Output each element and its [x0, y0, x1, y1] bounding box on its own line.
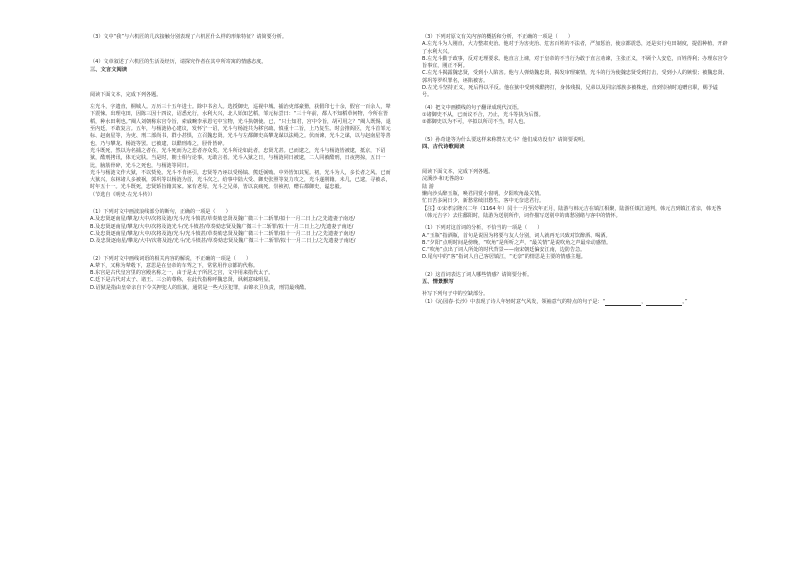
poem-question-2: （2）这首词表达了词人哪些情感？请简要分析。	[422, 271, 533, 278]
fill-separator: ，	[641, 298, 647, 305]
mcq-2-option-a: A.辇下，又称为辇毂下，意思是在皇帝的车驾之下，常常用作京都的代称。	[90, 262, 259, 269]
passage-source: （节选自《明史·左光斗传》）	[90, 191, 156, 198]
mcq-1-option-b: B.及忠贤逐南星/攀龙/大中/次将及涟光斗/光斗愤甚/草奏劾忠贤及魏广微三十二斩罪/拟十一月二日上之/先遗妻子南还/	[90, 223, 354, 230]
poem-title: 浣溪沙·和无咎韵①	[422, 176, 464, 183]
reading-intro: 阅读下面文本，完成下列各题。	[90, 91, 162, 98]
fill-end: 。”	[682, 298, 688, 305]
fill-item-1-text: （1）《沁园春·长沙》中表现了诗人年轻时意气风发，领袖意气的特点的句子是：“	[422, 298, 606, 305]
poem-line: 忙日苦多闲日少，新愁常续旧愁生。客中无奈送君行。	[422, 198, 545, 205]
translation-item-2: ②都御史以为不可，卒拟以所司不当，时人也。	[422, 119, 529, 126]
mcq-3-option-b: B.左光斗勤于政事，反对无理要求。他直言上谏，对于皇帝的不当行为敢于直言劝谏，主张正义，不顾个人安危，百姓得利；办理东宫令旨事宜，刚正不阿。	[422, 55, 728, 70]
poem-note: 【注】①宋孝宗隆兴二年（1164 年）闰十一月至次年正月，陆游与韩元吉在镇江相聚，陆游任镇江通判，韩元吉到镇江省亲，韩无咎（韩元吉字）去往鄱阳时，陆游为送别所作，词作描写送别中的离愁别绪与客中的情怀。	[422, 205, 722, 219]
passage-paragraph: 光斗与杨涟文作大狱，不以赀免。光斗不肯诬引，忠贤等乃诬以受杨镐、熊廷弼贿。中外皆知其冤。初，光斗为人，多长者之风。已而大狱兴，东林诸人多被祸，郭巩等以杨涟为首，光斗次之。给事中陆大受、御史张照等复力攻之，光斗遂削籍。未几，已逮，寻被杀，时年五十一。光斗既死，忠贤矫旨籍其家。家有老母，光斗之兄弟，皆以哀痛死。崇祯初，赠右都御史，谥忠毅。	[90, 169, 391, 191]
poem-reading-intro: 阅读下面文本，完成下列各题。	[422, 169, 494, 176]
poem-mcq-option-c: C.“吹角”点出了词人所处的时代背景——南宋朝廷偏安江南，边防告急。	[422, 247, 586, 254]
mcq-3-stem: （3）下列对原文有关内容的概括和分析，不正确的一项是（ ）	[422, 34, 573, 40]
mcq-1-option-c: C.及忠贤逐南星/攀龙/大中/次将及涟/光斗/光斗愤甚/草奏劾忠贤及魏广微三十二斩罪/拟十一月二日上/之先遗妻子南还/	[90, 230, 356, 237]
mcq-3-option-d: D.左光斗坚持正义，死后得以平反。他在狱中受到残酷拷打，身体残损，兄弟以及同宗部族多被株连，直到崇祯时追赠官职，赐予谥号。	[422, 85, 718, 99]
poem-author: 陆 游	[422, 183, 434, 190]
mcq-1-option-a: A.及忠贤逐南星/攀龙/大中/次将及涟/光斗/光斗愤甚/草奏劾忠贤及魏广微三十二斩罪/拟十一月二日上/之先遗妻子南还/	[90, 216, 355, 223]
mcq-2-option-b: B.东宫是古代皇宫里的宫殿名称之一，由于是太子所居之宫，文中用来指代太子。	[90, 270, 274, 277]
left-column	[90, 34, 395, 292]
poem-mcq-option-b: B.“夕阳”点明时间是傍晚，“吹角”是所听之声，“最关情”是说吹角之声最牵动感情。	[422, 239, 612, 246]
answer-blank[interactable]	[605, 300, 641, 306]
poem-mcq-option-a: A.“玉瓶”指酒瓶，首句是说因为将要与友人分别，词人就再无兴致对饮醉酒、喝酒。	[422, 232, 611, 239]
translation-item-1: ①诸御史不从，已而议不合，乃止，光斗等执为后图。	[422, 111, 544, 118]
right-column	[422, 34, 728, 306]
mcq-3-option-c: C.左光斗揭露魏忠贤，受到小人陷害。他与人弹劾魏忠贤，揭发审理案情，光斗的行为使魏忠贤受到打击，受到小人的嫉恨；被魏忠贤、郭巩等罗织罪名，诬陷被害。	[422, 70, 728, 84]
poem-mcq-option-d: D.尾句中的“客”指词人自己客居镇江，“无奈”的情思是主要的情感主题。	[422, 254, 586, 261]
mcq-2-option-d: D.诏狱是指由皇帝亲自下令关押犯人的监狱，通常是一些大臣犯罪，由锦衣卫负责，刑罚最残酷。	[90, 284, 310, 291]
question-5-text: （5）孙奇逢等为什么要这样来称赞左光斗？他们成功没有？请简要说明。	[422, 136, 589, 143]
passage-paragraph: 左光斗，字遗直，桐城人。万历三十五年进士。除中书舍人。选授御史，巡视中城。捕治吏部豪猾，获假印七十余，假官一百余人，辇下震悚。出理屯田，因陈三因十四议，诏悉允行，水利大兴，北人始知艺稻，邹元标尝曰：“三十年前，都人不知稻草何物，今所在皆稻，种水田利也。”阉人刘朝称东宫令旨，索戚畹李承恩宅中宝物，光斗执朝使。已，“只士知君，宫中令旨，胡可用之？”阉人既惕，退至内廷，不敢复言。五年，与杨涟协心建议，发怀宁一诏，光斗与杨涟共为移宫疏，慎重十二旨，上乃复生。时会推阁臣，光斗首邹元标、赵南星等，为吏、刑二部尚书，群小甚惧，立召魏忠贤。光斗与左都御史高攀龙谋以法绳之。伏而谏，光斗之谋，以与赵南星等善也，乃与攀龙、杨涟等罢。已被逮，以酷刑毒之，胫骨皆碎。	[90, 104, 391, 147]
section-4-title: 四、古代诗歌阅读	[422, 143, 465, 150]
mcq-2-stem: （2）下列对文中画线词语的相关内容的解说，不正确的一项是（ ）	[90, 255, 252, 262]
fill-intro: 补写下列句子中的空缺部分。	[422, 291, 489, 298]
answer-blank[interactable]	[646, 300, 682, 306]
section-5-title: 五、情景默写	[422, 279, 454, 286]
poem-mcq-stem: （1）下列对这首词的分析，不恰当的一项是（ ）	[422, 225, 543, 232]
mcq-1-stem: （1）下列对文中画波浪线部分的断句，正确的一项是（ ）	[90, 209, 231, 216]
question-3-text: （3）文中“我”与六机匠的几次接触分别表现了六机匠什么样的形象特征？请简要分析。	[90, 34, 287, 40]
fill-item-1	[422, 299, 728, 306]
poem-line: 懒向沙头醉玉瓶，唤君同赏小窗明。夕阳吹角最关情。	[422, 191, 545, 198]
mcq-2-option-c: C.廷下是古代对太子、诸王、三公的尊称，在此代指称呼魏忠贤，讽刺意味明显。	[90, 277, 274, 284]
translation-question: （4）把文中画横线的句子翻译成现代汉语。	[422, 104, 523, 111]
question-4-text: （4）文章叙述了六机匠的生活及经历，请探究作者在其中所寄寓的情感态度。	[90, 59, 267, 66]
section-3-title: 三、文言文阅读	[90, 66, 128, 73]
mcq-3-option-a: A.左光斗为人刚直，大力整肃吏治。他对于为害吏治、危害百姓的不法者，严加惩治，使京都震恐，还是实行屯田制度，提倡种植，开辟了水利大兴。	[422, 41, 728, 55]
passage-paragraph: 光斗既死，然以为名捕之者在，光斗死而为之悲者亦众矣。光斗所论如此者，忠贤尤甚。已而逮之，光斗与杨涟皆被逮，抵京，下诏狱，酷刑拷讯，体无完肤。当是时，朝士相与论事，无敢言者。光斗入狱之日，与杨涟同日被逮，二人同被酷刑，日夜拷掠，五日一比，脑筋骨碎，光斗之死也，与杨涟等同日。	[90, 147, 386, 169]
mcq-1-option-d: D.及忠贤逐南星/攀龙/大中/次将及涟/光斗/光斗愤甚/草奏劾忠贤及魏广微三十二斩罪/拟十一月二日上/之先遗妻子南还/	[90, 238, 356, 245]
